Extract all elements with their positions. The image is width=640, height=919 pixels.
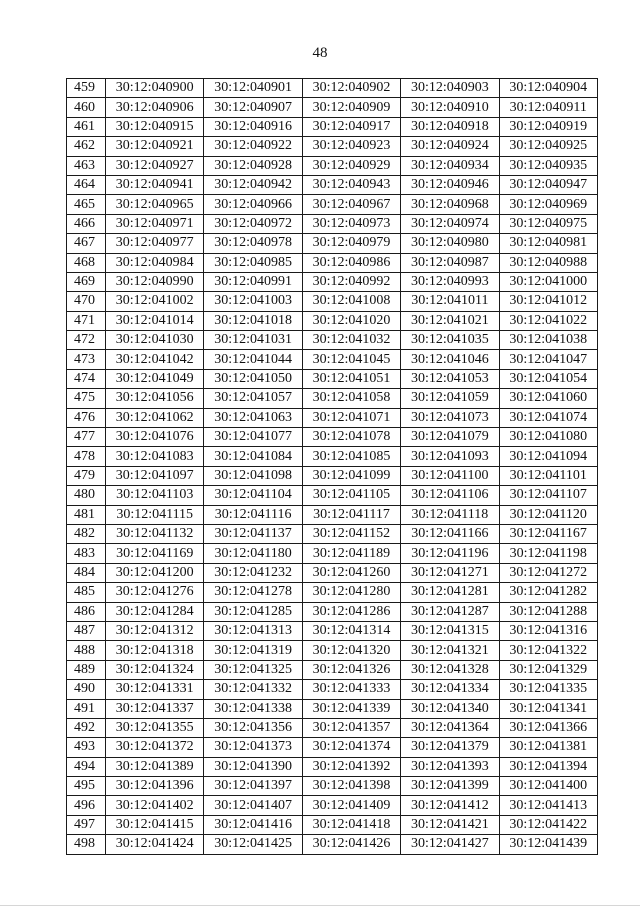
cadastral-number-cell: 30:12:041329 [499, 660, 597, 679]
table-row [67, 195, 598, 214]
cadastral-number-cell: 30:12:040980 [401, 234, 499, 253]
cadastral-number-cell: 30:12:041421 [401, 815, 499, 834]
table-row [67, 583, 598, 602]
cadastral-number-cell: 30:12:041120 [499, 505, 597, 524]
row-number-cell: 490 [67, 680, 106, 699]
cadastral-number-cell: 30:12:041366 [499, 718, 597, 737]
cadastral-number-cell: 30:12:041062 [106, 408, 204, 427]
cadastral-number-cell: 30:12:041079 [401, 428, 499, 447]
row-number-cell: 484 [67, 563, 106, 582]
cadastral-number-cell: 30:12:041117 [302, 505, 400, 524]
table-row [67, 79, 598, 98]
cadastral-number-cell: 30:12:040978 [204, 234, 302, 253]
row-number-cell: 468 [67, 253, 106, 272]
cadastral-number-cell: 30:12:040909 [302, 98, 400, 117]
cadastral-number-cell: 30:12:041427 [401, 835, 499, 854]
cadastral-number-cell: 30:12:041278 [204, 583, 302, 602]
row-number-cell: 459 [67, 79, 106, 98]
table-row [67, 253, 598, 272]
cadastral-number-cell: 30:12:040923 [302, 137, 400, 156]
cadastral-number-cell: 30:12:041012 [499, 292, 597, 311]
cadastral-number-cell: 30:12:041083 [106, 447, 204, 466]
cadastral-number-cell: 30:12:040969 [499, 195, 597, 214]
cadastral-number-cell: 30:12:041271 [401, 563, 499, 582]
cadastral-number-cell: 30:12:041416 [204, 815, 302, 834]
cadastral-number-cell: 30:12:041200 [106, 563, 204, 582]
table-row [67, 835, 598, 854]
table-row [67, 369, 598, 388]
cadastral-number-cell: 30:12:041339 [302, 699, 400, 718]
table-row [67, 738, 598, 757]
table-row [67, 117, 598, 136]
row-number-cell: 460 [67, 98, 106, 117]
cadastral-number-cell: 30:12:040902 [302, 79, 400, 98]
cadastral-number-cell: 30:12:041035 [401, 331, 499, 350]
cadastral-number-cell: 30:12:040984 [106, 253, 204, 272]
table-row [67, 505, 598, 524]
cadastral-number-cell: 30:12:040917 [302, 117, 400, 136]
cadastral-number-cell: 30:12:041094 [499, 447, 597, 466]
cadastral-number-cell: 30:12:041042 [106, 350, 204, 369]
cadastral-number-cell: 30:12:040906 [106, 98, 204, 117]
cadastral-number-cell: 30:12:041314 [302, 621, 400, 640]
cadastral-number-cell: 30:12:041058 [302, 389, 400, 408]
cadastral-number-cell: 30:12:041044 [204, 350, 302, 369]
cadastral-number-cell: 30:12:041103 [106, 486, 204, 505]
table-row [67, 331, 598, 350]
row-number-cell: 495 [67, 777, 106, 796]
cadastral-number-cell: 30:12:041056 [106, 389, 204, 408]
cadastral-number-cell: 30:12:041054 [499, 369, 597, 388]
row-number-cell: 487 [67, 621, 106, 640]
table-row [67, 524, 598, 543]
table-row [67, 641, 598, 660]
table-row [67, 621, 598, 640]
cadastral-number-cell: 30:12:041152 [302, 524, 400, 543]
table-row [67, 563, 598, 582]
cadastral-number-cell: 30:12:041280 [302, 583, 400, 602]
cadastral-number-cell: 30:12:041335 [499, 680, 597, 699]
cadastral-number-cell: 30:12:041104 [204, 486, 302, 505]
row-number-cell: 481 [67, 505, 106, 524]
row-number-cell: 492 [67, 718, 106, 737]
table-body [67, 79, 598, 855]
cadastral-number-cell: 30:12:041272 [499, 563, 597, 582]
cadastral-number-cell: 30:12:041424 [106, 835, 204, 854]
cadastral-number-cell: 30:12:041166 [401, 524, 499, 543]
cadastral-number-cell: 30:12:041333 [302, 680, 400, 699]
cadastral-number-cell: 30:12:041115 [106, 505, 204, 524]
cadastral-number-cell: 30:12:040935 [499, 156, 597, 175]
row-number-cell: 486 [67, 602, 106, 621]
cadastral-number-cell: 30:12:041364 [401, 718, 499, 737]
cadastral-number-cell: 30:12:041341 [499, 699, 597, 718]
cadastral-number-cell: 30:12:041003 [204, 292, 302, 311]
cadastral-number-cell: 30:12:041038 [499, 331, 597, 350]
cadastral-number-cell: 30:12:041340 [401, 699, 499, 718]
cadastral-number-cell: 30:12:041049 [106, 369, 204, 388]
cadastral-table [66, 78, 597, 855]
cadastral-number-cell: 30:12:041132 [106, 524, 204, 543]
cadastral-number-cell: 30:12:041189 [302, 544, 400, 563]
cadastral-number-cell: 30:12:041105 [302, 486, 400, 505]
cadastral-number-cell: 30:12:041418 [302, 815, 400, 834]
table-row [67, 350, 598, 369]
cadastral-number-cell: 30:12:041093 [401, 447, 499, 466]
cadastral-number-cell: 30:12:041031 [204, 331, 302, 350]
cadastral-number-cell: 30:12:041071 [302, 408, 400, 427]
cadastral-number-cell: 30:12:040968 [401, 195, 499, 214]
table-row [67, 408, 598, 427]
cadastral-number-cell: 30:12:041030 [106, 331, 204, 350]
cadastral-number-cell: 30:12:040910 [401, 98, 499, 117]
cadastral-number-cell: 30:12:041399 [401, 777, 499, 796]
cadastral-number-cell: 30:12:041285 [204, 602, 302, 621]
cadastral-number-cell: 30:12:041046 [401, 350, 499, 369]
cadastral-number-cell: 30:12:041409 [302, 796, 400, 815]
cadastral-number-cell: 30:12:041413 [499, 796, 597, 815]
cadastral-number-cell: 30:12:040987 [401, 253, 499, 272]
cadastral-number-cell: 30:12:041002 [106, 292, 204, 311]
cadastral-number-cell: 30:12:040918 [401, 117, 499, 136]
cadastral-number-cell: 30:12:041389 [106, 757, 204, 776]
row-number-cell: 466 [67, 214, 106, 233]
cadastral-number-cell: 30:12:041357 [302, 718, 400, 737]
table-row [67, 718, 598, 737]
page-number: 48 [312, 45, 328, 61]
row-number-cell: 474 [67, 369, 106, 388]
cadastral-number-cell: 30:12:041325 [204, 660, 302, 679]
cadastral-number-cell: 30:12:040919 [499, 117, 597, 136]
table-row [67, 234, 598, 253]
cadastral-number-cell: 30:12:041396 [106, 777, 204, 796]
cadastral-number-cell: 30:12:041439 [499, 835, 597, 854]
row-number-cell: 479 [67, 466, 106, 485]
cadastral-number-cell: 30:12:041020 [302, 311, 400, 330]
row-number-cell: 477 [67, 428, 106, 447]
table-row [67, 292, 598, 311]
cadastral-number-cell: 30:12:040985 [204, 253, 302, 272]
cadastral-number-cell: 30:12:041397 [204, 777, 302, 796]
cadastral-number-cell: 30:12:041381 [499, 738, 597, 757]
cadastral-number-cell: 30:12:041106 [401, 486, 499, 505]
cadastral-number-cell: 30:12:041412 [401, 796, 499, 815]
cadastral-number-cell: 30:12:041018 [204, 311, 302, 330]
cadastral-number-cell: 30:12:041060 [499, 389, 597, 408]
cadastral-number-cell: 30:12:040975 [499, 214, 597, 233]
table-row [67, 137, 598, 156]
cadastral-number-cell: 30:12:040911 [499, 98, 597, 117]
cadastral-number-cell: 30:12:041032 [302, 331, 400, 350]
table-row [67, 777, 598, 796]
cadastral-number-cell: 30:12:040900 [106, 79, 204, 98]
cadastral-number-cell: 30:12:040934 [401, 156, 499, 175]
cadastral-number-cell: 30:12:040967 [302, 195, 400, 214]
cadastral-number-table [66, 78, 598, 855]
cadastral-number-cell: 30:12:041287 [401, 602, 499, 621]
cadastral-number-cell: 30:12:040907 [204, 98, 302, 117]
cadastral-number-cell: 30:12:041116 [204, 505, 302, 524]
cadastral-number-cell: 30:12:041000 [499, 272, 597, 291]
cadastral-number-cell: 30:12:041390 [204, 757, 302, 776]
cadastral-number-cell: 30:12:041316 [499, 621, 597, 640]
cadastral-number-cell: 30:12:041402 [106, 796, 204, 815]
cadastral-number-cell: 30:12:041373 [204, 738, 302, 757]
cadastral-number-cell: 30:12:041319 [204, 641, 302, 660]
cadastral-number-cell: 30:12:040965 [106, 195, 204, 214]
row-number-cell: 469 [67, 272, 106, 291]
cadastral-number-cell: 30:12:040921 [106, 137, 204, 156]
row-number-cell: 496 [67, 796, 106, 815]
cadastral-number-cell: 30:12:041180 [204, 544, 302, 563]
cadastral-number-cell: 30:12:041008 [302, 292, 400, 311]
cadastral-number-cell: 30:12:040942 [204, 175, 302, 194]
cadastral-number-cell: 30:12:041392 [302, 757, 400, 776]
cadastral-number-cell: 30:12:041425 [204, 835, 302, 854]
row-number-cell: 472 [67, 331, 106, 350]
cadastral-number-cell: 30:12:041422 [499, 815, 597, 834]
cadastral-number-cell: 30:12:041322 [499, 641, 597, 660]
cadastral-number-cell: 30:12:040904 [499, 79, 597, 98]
cadastral-number-cell: 30:12:040901 [204, 79, 302, 98]
cadastral-number-cell: 30:12:041047 [499, 350, 597, 369]
cadastral-number-cell: 30:12:041288 [499, 602, 597, 621]
table-row [67, 428, 598, 447]
row-number-cell: 480 [67, 486, 106, 505]
table-row [67, 544, 598, 563]
cadastral-number-cell: 30:12:041321 [401, 641, 499, 660]
cadastral-number-cell: 30:12:041374 [302, 738, 400, 757]
cadastral-number-cell: 30:12:041137 [204, 524, 302, 543]
row-number-cell: 488 [67, 641, 106, 660]
cadastral-number-cell: 30:12:041073 [401, 408, 499, 427]
cadastral-number-cell: 30:12:041372 [106, 738, 204, 757]
cadastral-number-cell: 30:12:041196 [401, 544, 499, 563]
cadastral-number-cell: 30:12:040927 [106, 156, 204, 175]
row-number-cell: 461 [67, 117, 106, 136]
row-number-cell: 483 [67, 544, 106, 563]
cadastral-number-cell: 30:12:040928 [204, 156, 302, 175]
cadastral-number-cell: 30:12:041328 [401, 660, 499, 679]
cadastral-number-cell: 30:12:041045 [302, 350, 400, 369]
cadastral-number-cell: 30:12:040981 [499, 234, 597, 253]
cadastral-number-cell: 30:12:041281 [401, 583, 499, 602]
row-number-cell: 462 [67, 137, 106, 156]
row-number-cell: 470 [67, 292, 106, 311]
cadastral-number-cell: 30:12:041078 [302, 428, 400, 447]
table-row [67, 389, 598, 408]
cadastral-number-cell: 30:12:041118 [401, 505, 499, 524]
cadastral-number-cell: 30:12:040986 [302, 253, 400, 272]
cadastral-number-cell: 30:12:041394 [499, 757, 597, 776]
cadastral-number-cell: 30:12:040988 [499, 253, 597, 272]
cadastral-number-cell: 30:12:041014 [106, 311, 204, 330]
cadastral-number-cell: 30:12:041337 [106, 699, 204, 718]
cadastral-number-cell: 30:12:041326 [302, 660, 400, 679]
cadastral-number-cell: 30:12:041011 [401, 292, 499, 311]
table-row [67, 447, 598, 466]
cadastral-number-cell: 30:12:040915 [106, 117, 204, 136]
row-number-cell: 494 [67, 757, 106, 776]
cadastral-number-cell: 30:12:041286 [302, 602, 400, 621]
page-bottom-rule [0, 905, 640, 906]
cadastral-number-cell: 30:12:041022 [499, 311, 597, 330]
cadastral-number-cell: 30:12:041332 [204, 680, 302, 699]
cadastral-number-cell: 30:12:040974 [401, 214, 499, 233]
row-number-cell: 485 [67, 583, 106, 602]
cadastral-number-cell: 30:12:041167 [499, 524, 597, 543]
cadastral-number-cell: 30:12:041232 [204, 563, 302, 582]
row-number-cell: 465 [67, 195, 106, 214]
table-row [67, 602, 598, 621]
cadastral-number-cell: 30:12:040916 [204, 117, 302, 136]
row-number-cell: 475 [67, 389, 106, 408]
cadastral-number-cell: 30:12:040979 [302, 234, 400, 253]
table-row [67, 796, 598, 815]
cadastral-number-cell: 30:12:041313 [204, 621, 302, 640]
row-number-cell: 489 [67, 660, 106, 679]
cadastral-number-cell: 30:12:041053 [401, 369, 499, 388]
cadastral-number-cell: 30:12:040903 [401, 79, 499, 98]
cadastral-number-cell: 30:12:041051 [302, 369, 400, 388]
cadastral-number-cell: 30:12:040946 [401, 175, 499, 194]
cadastral-number-cell: 30:12:041107 [499, 486, 597, 505]
row-number-cell: 467 [67, 234, 106, 253]
cadastral-number-cell: 30:12:041379 [401, 738, 499, 757]
cadastral-number-cell: 30:12:041076 [106, 428, 204, 447]
cadastral-number-cell: 30:12:041324 [106, 660, 204, 679]
table-row [67, 757, 598, 776]
table-row [67, 699, 598, 718]
table-row [67, 311, 598, 330]
cadastral-number-cell: 30:12:041098 [204, 466, 302, 485]
cadastral-number-cell: 30:12:041355 [106, 718, 204, 737]
cadastral-number-cell: 30:12:041315 [401, 621, 499, 640]
cadastral-number-cell: 30:12:041426 [302, 835, 400, 854]
row-number-cell: 482 [67, 524, 106, 543]
table-row [67, 680, 598, 699]
cadastral-number-cell: 30:12:041320 [302, 641, 400, 660]
cadastral-number-cell: 30:12:040972 [204, 214, 302, 233]
cadastral-number-cell: 30:12:040943 [302, 175, 400, 194]
cadastral-number-cell: 30:12:040966 [204, 195, 302, 214]
row-number-cell: 464 [67, 175, 106, 194]
cadastral-number-cell: 30:12:041080 [499, 428, 597, 447]
row-number-cell: 471 [67, 311, 106, 330]
cadastral-number-cell: 30:12:040925 [499, 137, 597, 156]
table-row [67, 486, 598, 505]
table-row [67, 272, 598, 291]
cadastral-number-cell: 30:12:040977 [106, 234, 204, 253]
cadastral-number-cell: 30:12:041057 [204, 389, 302, 408]
cadastral-number-cell: 30:12:040947 [499, 175, 597, 194]
cadastral-number-cell: 30:12:040924 [401, 137, 499, 156]
cadastral-number-cell: 30:12:041021 [401, 311, 499, 330]
cadastral-number-cell: 30:12:040990 [106, 272, 204, 291]
row-number-cell: 463 [67, 156, 106, 175]
cadastral-number-cell: 30:12:040929 [302, 156, 400, 175]
cadastral-number-cell: 30:12:041099 [302, 466, 400, 485]
cadastral-number-cell: 30:12:041407 [204, 796, 302, 815]
cadastral-number-cell: 30:12:041101 [499, 466, 597, 485]
cadastral-number-cell: 30:12:041100 [401, 466, 499, 485]
cadastral-number-cell: 30:12:040971 [106, 214, 204, 233]
cadastral-number-cell: 30:12:041063 [204, 408, 302, 427]
cadastral-number-cell: 30:12:041334 [401, 680, 499, 699]
row-number-cell: 498 [67, 835, 106, 854]
cadastral-number-cell: 30:12:040922 [204, 137, 302, 156]
cadastral-number-cell: 30:12:040991 [204, 272, 302, 291]
row-number-cell: 491 [67, 699, 106, 718]
table-row [67, 156, 598, 175]
cadastral-number-cell: 30:12:041084 [204, 447, 302, 466]
cadastral-number-cell: 30:12:041074 [499, 408, 597, 427]
cadastral-number-cell: 30:12:040992 [302, 272, 400, 291]
cadastral-number-cell: 30:12:041050 [204, 369, 302, 388]
cadastral-number-cell: 30:12:041276 [106, 583, 204, 602]
table-row [67, 98, 598, 117]
row-number-cell: 473 [67, 350, 106, 369]
table-row [67, 466, 598, 485]
cadastral-number-cell: 30:12:041398 [302, 777, 400, 796]
cadastral-number-cell: 30:12:041260 [302, 563, 400, 582]
cadastral-number-cell: 30:12:041331 [106, 680, 204, 699]
row-number-cell: 476 [67, 408, 106, 427]
cadastral-number-cell: 30:12:041400 [499, 777, 597, 796]
row-number-cell: 478 [67, 447, 106, 466]
cadastral-number-cell: 30:12:041318 [106, 641, 204, 660]
cadastral-number-cell: 30:12:041198 [499, 544, 597, 563]
cadastral-number-cell: 30:12:041282 [499, 583, 597, 602]
table-row [67, 660, 598, 679]
cadastral-number-cell: 30:12:041312 [106, 621, 204, 640]
cadastral-number-cell: 30:12:041415 [106, 815, 204, 834]
cadastral-number-cell: 30:12:041284 [106, 602, 204, 621]
table-row [67, 175, 598, 194]
cadastral-number-cell: 30:12:041169 [106, 544, 204, 563]
table-row [67, 214, 598, 233]
cadastral-number-cell: 30:12:041356 [204, 718, 302, 737]
cadastral-number-cell: 30:12:041085 [302, 447, 400, 466]
cadastral-number-cell: 30:12:041097 [106, 466, 204, 485]
cadastral-number-cell: 30:12:041393 [401, 757, 499, 776]
cadastral-number-cell: 30:12:041059 [401, 389, 499, 408]
cadastral-number-cell: 30:12:040973 [302, 214, 400, 233]
cadastral-number-cell: 30:12:040993 [401, 272, 499, 291]
table-row [67, 815, 598, 834]
row-number-cell: 497 [67, 815, 106, 834]
row-number-cell: 493 [67, 738, 106, 757]
cadastral-number-cell: 30:12:041077 [204, 428, 302, 447]
cadastral-number-cell: 30:12:041338 [204, 699, 302, 718]
cadastral-number-cell: 30:12:040941 [106, 175, 204, 194]
